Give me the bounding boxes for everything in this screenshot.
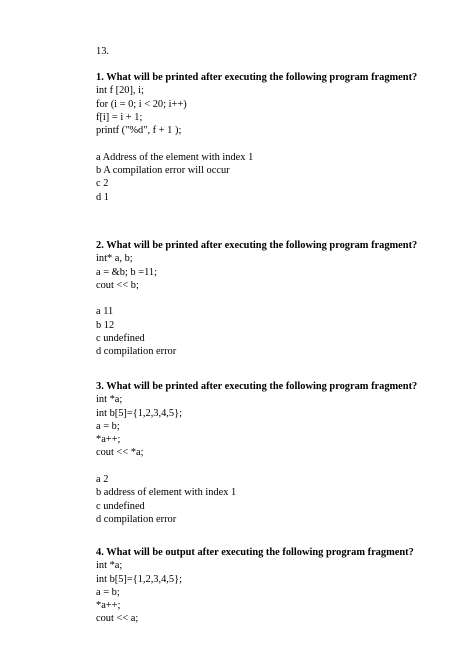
answer-option: a 2 (96, 474, 109, 486)
code-block (96, 84, 439, 137)
answer-option: d compilation error (96, 513, 177, 525)
code-line: int *a; (96, 394, 123, 406)
question-1 (96, 71, 439, 204)
code-line: *a++; (96, 434, 121, 446)
question-prompt: What will be printed after executing the following program fragment? (106, 381, 418, 392)
question-prompt: What will be printed after executing the following program fragment? (106, 240, 418, 251)
answer-option: b address of element with index 1 (96, 487, 237, 499)
answer-option: d compilation error (96, 346, 177, 358)
page-number: 13. (96, 46, 109, 57)
code-block (96, 252, 439, 292)
answer-option: a 11 (96, 306, 114, 318)
answer-option: b A compilation error will occur (96, 165, 230, 177)
answer-option: c undefined (96, 333, 145, 345)
answer-option: c 2 (96, 178, 109, 190)
question-number: 1. (96, 72, 104, 83)
answer-option: d 1 (96, 191, 109, 203)
question-number: 4. (96, 547, 104, 558)
answer-options (96, 473, 439, 526)
code-line: cout << *a; (96, 447, 144, 459)
answer-option: c undefined (96, 500, 145, 512)
code-line: cout << a; (96, 613, 139, 625)
code-line: int* a, b; (96, 253, 133, 265)
code-line: f[i] = i + 1; (96, 111, 143, 123)
code-line: int b[5]={1,2,3,4,5}; (96, 407, 182, 419)
question-number: 3. (96, 381, 104, 392)
code-line: int b[5]={1,2,3,4,5}; (96, 573, 182, 585)
question-heading (96, 380, 439, 393)
question-heading (96, 546, 439, 559)
question-number: 2. (96, 240, 104, 251)
question-prompt: What will be output after executing the following program fragment? (106, 547, 414, 558)
answer-options (96, 151, 439, 204)
code-line: printf ("%d", f + 1 ); (96, 125, 182, 137)
code-line: a = b; (96, 420, 120, 432)
code-line: int *a; (96, 560, 123, 572)
answer-option: a Address of the element with index 1 (96, 151, 254, 163)
answer-options (96, 305, 439, 358)
code-line: a = b; (96, 586, 120, 598)
code-line: *a++; (96, 600, 121, 612)
code-block (96, 393, 439, 459)
question-heading (96, 239, 439, 252)
code-line: for (i = 0; i < 20; i++) (96, 98, 187, 110)
code-line: int f [20], i; (96, 85, 144, 97)
question-2 (96, 239, 439, 359)
question-4 (96, 546, 439, 626)
question-heading (96, 71, 439, 84)
question-prompt: What will be printed after executing the following program fragment? (106, 72, 418, 83)
answer-option: b 12 (96, 319, 115, 331)
code-line: cout << b; (96, 279, 139, 291)
code-line: a = &b; b =11; (96, 266, 157, 278)
question-3 (96, 380, 439, 526)
code-block (96, 559, 439, 625)
